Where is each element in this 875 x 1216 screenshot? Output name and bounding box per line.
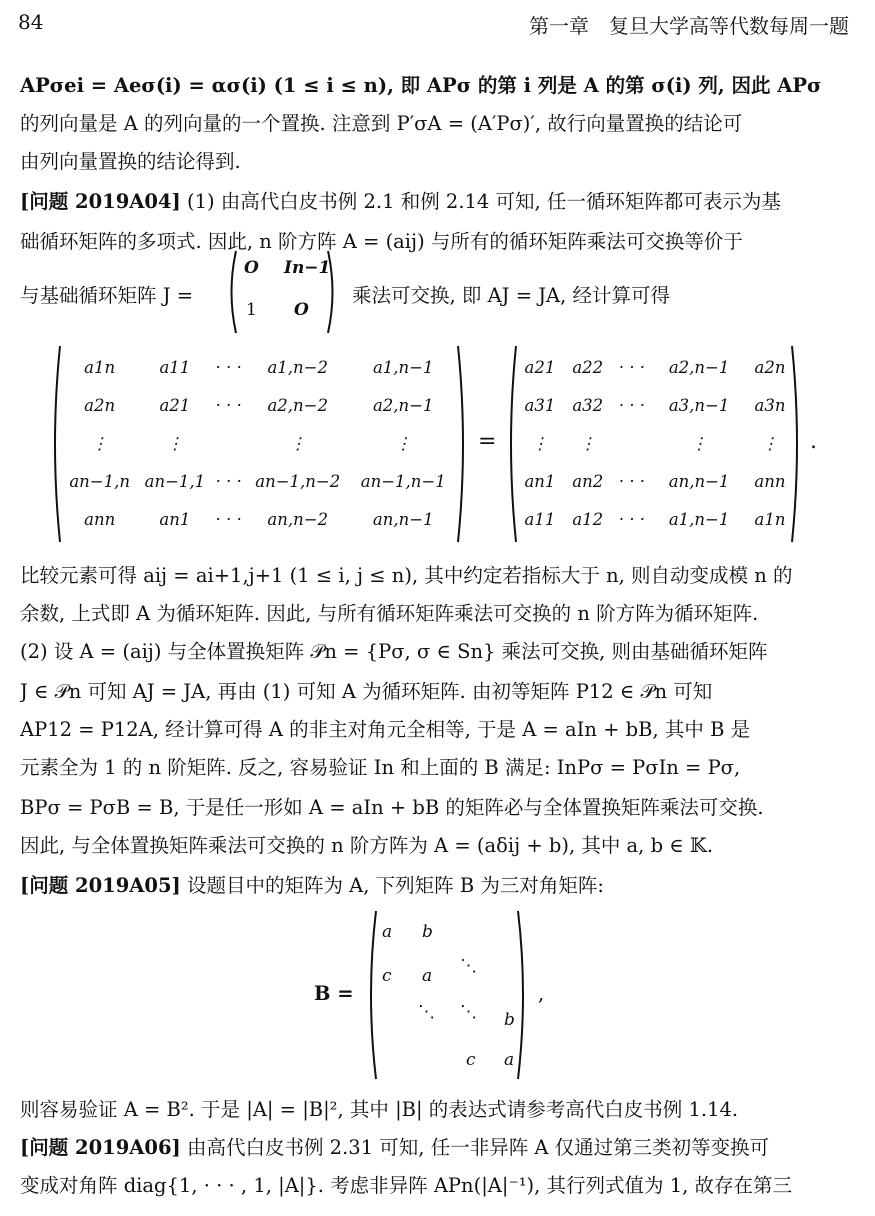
text-line: 比较元素可得 aij = ai+1,j+1 (1 ≤ i, j ≤ n), 其中约定若指标大于 n, 则自动变成模 n 的	[20, 564, 793, 587]
equals-sign: =	[478, 429, 497, 454]
matrix-row	[62, 500, 456, 538]
text-line: 础循环矩阵的多项式. 因此, n 阶方阵 A = (aij) 与所有的循环矩阵乘法可交换等价于	[20, 230, 743, 253]
matrix-entry: an,n−1	[372, 509, 434, 529]
matrix-entry: a3,n−1	[668, 395, 730, 415]
matrix-entry: O	[294, 300, 309, 320]
matrix-entry: a31	[524, 395, 556, 415]
matrix-entry: · · ·	[618, 509, 646, 529]
matrix-entry: b	[504, 1010, 515, 1030]
matrix-row	[62, 462, 456, 500]
right-paren	[456, 345, 468, 543]
text-span: 由高代白皮书例 2.31 可知, 任一非异阵 A 仅通过第三类初等变换可	[180, 1136, 770, 1159]
page-number: 84	[18, 10, 44, 34]
text-line: (2) 设 A = (aij) 与全体置换矩阵 𝒫n = {Pσ, σ ∈ Sn} 乘法可交换, 则由基础循环矩阵	[20, 640, 768, 663]
matrix-entry: a	[382, 922, 393, 942]
matrix-entry: In−1	[284, 258, 331, 278]
matrix-entry: ⋮	[91, 433, 108, 453]
matrix-entry: b	[422, 922, 433, 942]
text-line	[20, 870, 849, 898]
matrix-entry: ann	[754, 471, 786, 491]
matrix-row	[516, 348, 794, 386]
text-line: 因此, 与全体置换矩阵乘法可交换的 n 阶方阵为 A = (aδij + b), 其中 a, b ∈ 𝕂.	[20, 834, 714, 857]
matrix-row	[516, 500, 794, 538]
matrix-row	[516, 386, 794, 424]
text-line: 乘法可交换, 即 AJ = JA, 经计算可得	[352, 284, 671, 307]
matrix-entry: · · ·	[618, 471, 646, 491]
text-line: J ∈ 𝒫n 可知 AJ = JA, 再由 (1) 可知 A 为循环矩阵. 由初等矩阵 P12 ∈ 𝒫n 可知	[20, 680, 713, 703]
matrix-entry: a1n	[84, 357, 116, 377]
problem-tag: [问题 2019A04]	[20, 190, 181, 213]
text-line	[20, 1132, 849, 1160]
matrix-row	[62, 386, 456, 424]
matrix-entry: a1n	[754, 509, 786, 529]
matrix-entry: ⋮	[531, 433, 549, 453]
matrix-entry: · · ·	[215, 509, 242, 529]
problem-tag: [问题 2019A05]	[20, 874, 181, 897]
right-matrix	[506, 345, 802, 543]
matrix-entry: a32	[572, 395, 604, 415]
text-line: 余数, 上式即 A 为循环矩阵. 因此, 与所有循环矩阵乘法可交换的 n 阶方阵为循环矩阵.	[20, 602, 759, 625]
matrix-entry: a21	[159, 395, 191, 415]
matrix-row	[62, 424, 456, 462]
matrix-row	[516, 462, 794, 500]
matrix-entry: · · ·	[215, 395, 242, 415]
matrix-entry: 1	[246, 300, 257, 320]
text-line: 则容易验证 A = B². 于是 |A| = |B|², 其中 |B| 的表达式请参考高代白皮书例 1.14.	[20, 1098, 739, 1121]
left-paren	[366, 910, 378, 1080]
matrix-entry: · · ·	[215, 471, 242, 491]
matrix-entry: a12	[572, 509, 604, 529]
text-line: 由列向量置换的结论得到.	[20, 150, 241, 173]
left-matrix	[50, 345, 468, 543]
matrix-entry: an−1,n	[69, 471, 130, 491]
matrix-entry: a2n	[754, 357, 786, 377]
matrix-entry: ann	[84, 509, 116, 529]
problem-tag: [问题 2019A06]	[20, 1136, 181, 1159]
matrix-ddots: ⋱	[460, 1002, 477, 1022]
matrix-entry: an1	[524, 471, 556, 491]
matrix-entry	[212, 424, 245, 462]
text-line: BPσ = PσB = B, 于是任一形如 A = aIn + bB 的矩阵必与全体置换矩阵乘法可交换.	[20, 796, 764, 819]
matrix-entry: a22	[572, 357, 604, 377]
matrix-entry: a	[422, 966, 433, 986]
text-line: 与基础循环矩阵 J =	[20, 284, 194, 307]
matrix-entry: a2,n−2	[267, 395, 328, 415]
matrix-entry: a1,n−1	[372, 357, 434, 377]
matrix-entry: an−1,n−1	[360, 471, 446, 491]
matrix-entry: · · ·	[618, 395, 646, 415]
matrix-entry: an−1,n−2	[255, 471, 341, 491]
text-span: (1) 由高代白皮书例 2.1 和例 2.14 可知, 任一循环矩阵都可表示为基	[180, 190, 781, 213]
matrix-entry: a2n	[84, 395, 116, 415]
tridiagonal-matrix	[366, 910, 528, 1080]
period: .	[810, 429, 817, 454]
matrix-ddots: ⋱	[418, 1002, 435, 1022]
matrix-entry: ⋮	[690, 433, 708, 453]
matrix-entry: a1,n−2	[267, 357, 328, 377]
matrix-entry: · · ·	[215, 357, 242, 377]
matrix-entry: an−1,1	[144, 471, 206, 491]
left-paren	[50, 345, 62, 543]
matrix-entry: O	[244, 258, 259, 278]
matrix-entry: a3n	[754, 395, 786, 415]
text-line: 变成对角阵 diag{1, · · · , 1, |A|}. 考虑非异阵 APn(|A|⁻¹), 其行列式值为 1, 故存在第三	[20, 1174, 793, 1197]
left-paren	[226, 250, 238, 334]
page-header	[18, 10, 849, 40]
matrix-entry: ⋮	[394, 433, 412, 453]
matrix-entry: a2,n−1	[372, 395, 434, 415]
matrix-entry: an1	[159, 509, 191, 529]
matrix-entry: ⋮	[761, 433, 779, 453]
right-paren	[516, 910, 528, 1080]
text-line	[20, 186, 849, 214]
text-line: 的列向量是 A 的列向量的一个置换. 注意到 P′σA = (A′Pσ)′, 故行向量置换的结论可	[20, 112, 743, 135]
matrix-entry: ⋮	[289, 433, 306, 453]
matrix-ddots: ⋱	[460, 956, 477, 976]
matrix-entry: a1,n−1	[668, 509, 730, 529]
matrix-entry: an,n−2	[267, 509, 329, 529]
b-matrix-comma: ,	[538, 982, 545, 1005]
matrix-equation	[50, 345, 820, 545]
matrix-entry: an,n−1	[668, 471, 730, 491]
matrix-entry: a2,n−1	[668, 357, 730, 377]
matrix-entry: ⋮	[166, 433, 184, 453]
text-span: 设题目中的矩阵为 A, 下列矩阵 B 为三对角矩阵:	[180, 874, 604, 897]
matrix-row	[516, 424, 794, 462]
text-line: AP12 = P12A, 经计算可得 A 的非主对角元全相等, 于是 A = aIn + bB, 其中 B 是	[20, 718, 751, 741]
matrix-entry: a11	[524, 509, 556, 529]
matrix-entry: c	[466, 1050, 476, 1070]
b-matrix-label: B =	[314, 982, 354, 1005]
matrix-entry: a21	[524, 357, 556, 377]
matrix-entry: a	[504, 1050, 515, 1070]
basic-circulant-matrix	[226, 250, 338, 334]
matrix-entry: c	[382, 966, 392, 986]
matrix-entry: a11	[159, 357, 191, 377]
matrix-entry: ⋮	[579, 433, 597, 453]
text-line: 元素全为 1 的 n 阶矩阵. 反之, 容易验证 In 和上面的 B 满足: InPσ = PσIn = Pσ,	[20, 756, 741, 779]
matrix-entry: · · ·	[618, 357, 646, 377]
matrix-entry: an2	[572, 471, 604, 491]
matrix-row	[62, 348, 456, 386]
matrix-entry	[612, 424, 653, 462]
text-line: APσei = Aeσ(i) = ασ(i) (1 ≤ i ≤ n), 即 APσ 的第 i 列是 A 的第 σ(i) 列, 因此 APσ	[20, 74, 822, 97]
chapter-title: 第一章 复旦大学高等代数每周一题	[529, 14, 849, 38]
